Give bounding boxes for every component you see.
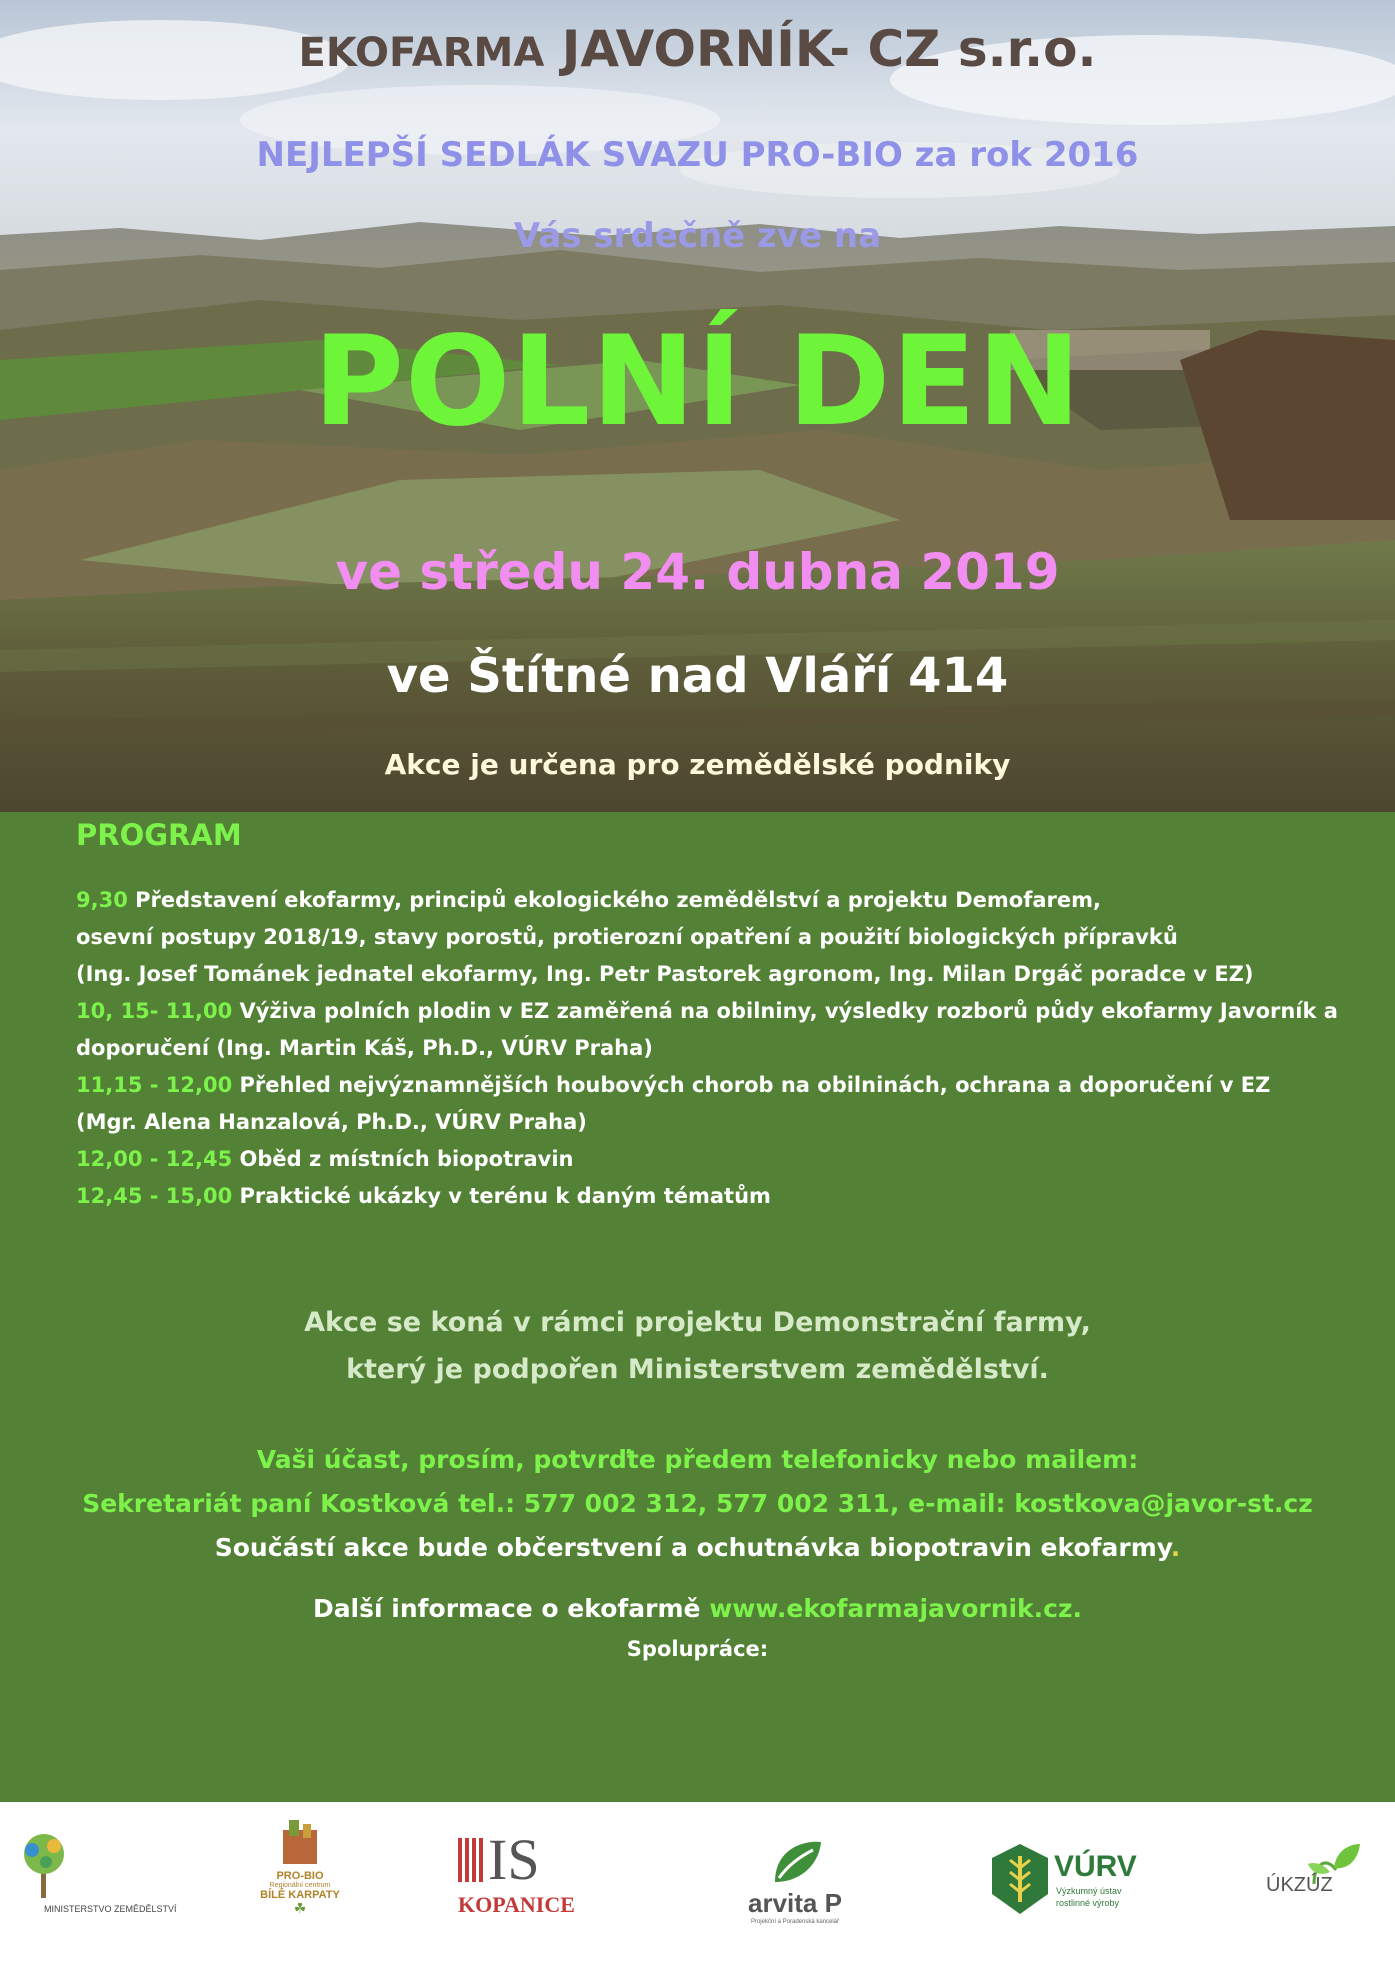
program-heading: PROGRAM <box>76 818 242 852</box>
audience-note: Akce je určena pro zemědělské podniky <box>384 748 1011 781</box>
event-date: ve středu 24. dubna 2019 <box>335 543 1060 601</box>
probio-top: PRO-BIO <box>276 1870 324 1882</box>
probio-bottom: BÍLÉ KARPATY <box>260 1889 340 1901</box>
probio-sub: Regionální centrum <box>269 1882 331 1889</box>
leaf-icon: ☘ <box>293 1901 307 1917</box>
logo-vurv <box>990 1842 1150 1932</box>
program-text: Praktické ukázky v terénu k daným tématům <box>232 1184 771 1208</box>
logo-ministry <box>14 1832 184 1932</box>
event-place: ve Štítné nad Vláří 414 <box>386 648 1009 704</box>
is-label: IS <box>488 1827 540 1892</box>
ministry-label: MINISTERSTVO ZEMĚDĚLSTVÍ <box>44 1904 177 1914</box>
program-time: 11,15 - 12,00 <box>76 1073 233 1097</box>
program-time: 12,45 - 15,00 <box>76 1184 233 1208</box>
project-line-2: který je podpořen Ministerstvem zemědělství. <box>346 1354 1049 1385</box>
logo-ukzuz <box>1262 1840 1382 1920</box>
program-line-4 <box>76 993 1376 1030</box>
program-text: osevní postupy 2018/19, stavy porostů, protierozní opatření a použití biologických přípravků <box>76 925 1178 949</box>
confirm-line: Vaši účast, prosím, potvrďte předem telefonicky nebo mailem: <box>256 1445 1139 1474</box>
logo-probio <box>250 1816 350 1956</box>
arvita-sub: Projekční a Poradenská kancelář <box>750 1919 840 1925</box>
program-text: (Mgr. Alena Hanzalová, Ph.D., VÚRV Praha) <box>76 1110 587 1134</box>
program-line-8 <box>76 1141 1376 1178</box>
program-line-1 <box>76 882 1376 919</box>
cooperation-label: Spolupráce: <box>626 1637 769 1661</box>
vurv-sub-1: Výzkumný ústav <box>1056 1886 1122 1896</box>
logo-kopanice <box>458 1827 588 1942</box>
program-text: Výživa polních plodin v EZ zaměřená na obilniny, výsledky rozborů půdy ekofarmy Javorník a <box>232 999 1338 1023</box>
probio-house-icon <box>265 1816 335 1866</box>
event-title: POLNÍ DEN <box>313 310 1082 454</box>
info-line <box>0 1594 1395 1623</box>
refreshment-period: . <box>1170 1533 1181 1562</box>
logo-arvita <box>730 1838 860 1948</box>
program-time: 9,30 <box>76 888 128 912</box>
project-line-1: Akce se koná v rámci projektu Demonstrační farmy, <box>304 1307 1091 1338</box>
program-text: Oběd z místních biopotravin <box>232 1147 574 1171</box>
refreshment-text: Součástí akce bude občerstvení a ochutnávka biopotravin ekofarmy <box>214 1533 1171 1562</box>
folk-pattern-icon <box>458 1838 484 1882</box>
program-section <box>0 812 1395 1802</box>
program-line-6 <box>76 1067 1376 1104</box>
award-line: NEJLEPŠÍ SEDLÁK SVAZU PRO-BIO za rok 2016 <box>256 135 1139 175</box>
program-line-9 <box>76 1178 1376 1215</box>
farm-prefix: EKOFARMA <box>298 30 545 76</box>
refreshment-line <box>0 1533 1395 1562</box>
program-time: 12,00 - 12,45 <box>76 1147 233 1171</box>
partner-logos <box>0 1802 1395 1980</box>
secretariat-contact[interactable]: Sekretariát paní Kostková tel.: 577 002 312, 577 002 311, e-mail: kostkova@javor-st.cz <box>82 1489 1313 1518</box>
invite-line: Vás srdečně zve na <box>513 216 882 256</box>
program-line-2 <box>76 919 1376 956</box>
program-line-7 <box>76 1104 1376 1141</box>
program-line-3 <box>76 956 1376 993</box>
program-text: doporučení (Ing. Martin Káš, Ph.D., VÚRV Praha) <box>76 1036 653 1060</box>
farm-name: JAVORNÍK- CZ s.r.o. <box>561 20 1097 78</box>
program-line-5 <box>76 1030 1376 1067</box>
hero-landscape <box>0 0 1395 812</box>
vurv-sub-2: rostlinné výroby <box>1056 1898 1120 1908</box>
program-list <box>76 882 1376 1215</box>
program-text: Představení ekofarmy, principů ekologického zemědělství a projektu Demofarem, <box>127 888 1101 912</box>
ukzuz-label: ÚKZÚZ <box>1266 1874 1333 1896</box>
tree-icon <box>14 1832 74 1902</box>
farm-title <box>0 20 1395 78</box>
arvita-leaf-icon <box>765 1838 825 1884</box>
vurv-label: VÚRV <box>1054 1850 1137 1883</box>
info-prefix: Další informace o ekofarmě <box>312 1594 710 1623</box>
kopanice-label: KOPANICE <box>458 1892 575 1917</box>
website-link[interactable]: www.ekofarmajavornik.cz. <box>709 1594 1083 1623</box>
program-time: 10, 15- 11,00 <box>76 999 233 1023</box>
vurv-shield-icon <box>990 1842 1050 1916</box>
arvita-label: arvita P <box>748 1888 842 1918</box>
program-text: Přehled nejvýznamnějších houbových chorob na obilninách, ochrana a doporučení v EZ <box>232 1073 1271 1097</box>
program-text: (Ing. Josef Tománek jednatel ekofarmy, Ing. Petr Pastorek agronom, Ing. Milan Drgáč poradce v EZ) <box>76 962 1254 986</box>
